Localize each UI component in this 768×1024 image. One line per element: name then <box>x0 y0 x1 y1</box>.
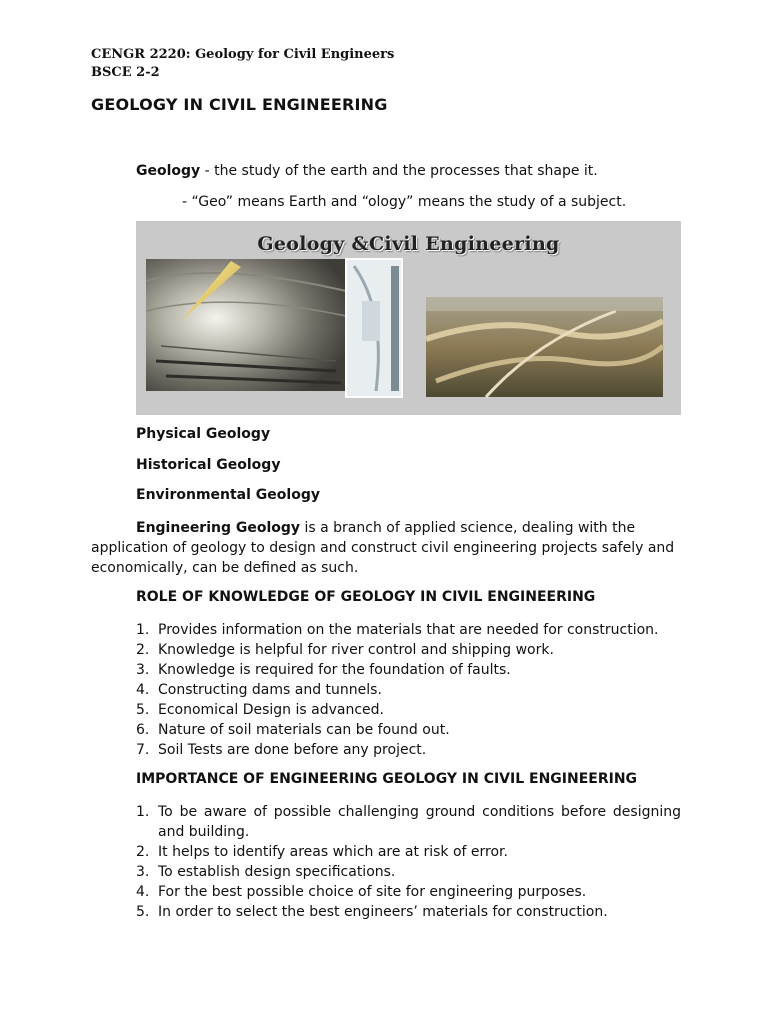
engineering-geology-paragraph <box>91 518 691 578</box>
list-item: 3. To establish design specifications. <box>136 864 396 880</box>
geology-definition-text: - the study of the earth and the processes that shape it. <box>200 163 598 179</box>
branch-environmental-geology: Environmental Geology <box>136 487 320 503</box>
engineering-geology-term: Engineering Geology <box>136 520 301 536</box>
importance-heading: IMPORTANCE OF ENGINEERING GEOLOGY IN CIVIL ENGINEERING <box>136 771 638 787</box>
list-item: 2. It helps to identify areas which are at risk of error. <box>136 844 508 860</box>
list-item: 2. Knowledge is helpful for river control and shipping work. <box>136 642 554 658</box>
geology-definition <box>136 161 598 181</box>
list-item: 7. Soil Tests are done before any project. <box>136 742 427 758</box>
engineering-geology-text: is a branch of applied science, dealing with the application of geology to design and construct civil engineering projects safely and economically, can be defined as such. <box>91 520 675 576</box>
course-header: CENGR 2220: Geology for Civil Engineers <box>91 47 395 62</box>
branch-historical-geology: Historical Geology <box>136 457 281 473</box>
figure-photos <box>136 221 681 415</box>
tunnel-photo <box>146 259 346 391</box>
list-item: 4. Constructing dams and tunnels. <box>136 682 382 698</box>
role-list <box>136 620 681 760</box>
list-item: 5. Economical Design is advanced. <box>136 702 384 718</box>
figure-caption: Geology &Civil Engineering <box>257 233 560 255</box>
document-title: GEOLOGY IN CIVIL ENGINEERING <box>91 95 388 114</box>
tunnel-interior-photo <box>346 259 402 397</box>
branch-physical-geology: Physical Geology <box>136 426 271 442</box>
landscape-photo <box>426 297 663 397</box>
role-heading: ROLE OF KNOWLEDGE OF GEOLOGY IN CIVIL ENGINEERING <box>136 589 596 605</box>
list-item: 6. Nature of soil materials can be found out. <box>136 722 450 738</box>
list-item: 1. To be aware of possible challenging ground conditions before designing and building. <box>136 804 681 840</box>
section-header: BSCE 2-2 <box>91 65 160 80</box>
list-item: 1. Provides information on the materials that are needed for construction. <box>136 622 659 638</box>
list-item: 4. For the best possible choice of site for engineering purposes. <box>136 884 587 900</box>
geology-civil-engineering-image <box>136 221 681 415</box>
list-item: 5. In order to select the best engineers’ materials for construction. <box>136 904 608 920</box>
geo-ology-note: - “Geo” means Earth and “ology” means the study of a subject. <box>182 194 627 210</box>
importance-list <box>136 802 681 922</box>
geology-term: Geology <box>136 163 201 179</box>
list-item: 3. Knowledge is required for the foundation of faults. <box>136 662 511 678</box>
